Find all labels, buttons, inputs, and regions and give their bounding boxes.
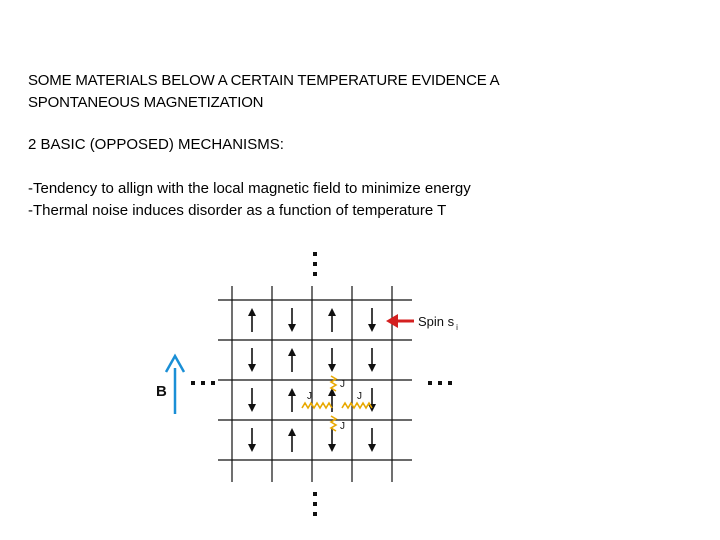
spin-label: Spin s $_i$ bbox=[418, 314, 458, 332]
coupling-label-left: J bbox=[307, 391, 312, 402]
spin-arrow-up bbox=[328, 308, 336, 332]
spin-arrow-up bbox=[328, 388, 336, 412]
spin-arrow-up bbox=[288, 348, 296, 372]
spin-arrow-down bbox=[288, 308, 296, 332]
spin-arrow-down bbox=[328, 428, 336, 452]
spin-arrow-up bbox=[248, 308, 256, 332]
magnetic-field-arrow bbox=[166, 356, 184, 414]
spin-arrow-down bbox=[368, 428, 376, 452]
lattice-grid bbox=[218, 286, 412, 482]
spring-bottom bbox=[331, 416, 336, 431]
mechanism-item: -Thermal noise induces disorder as a function of temperature T bbox=[28, 202, 447, 219]
vertical-ellipsis-top bbox=[313, 252, 317, 276]
heading-line-1: SOME MATERIALS BELOW A CERTAIN TEMPERATURE EVIDENCE A bbox=[28, 72, 500, 89]
horizontal-ellipsis-right bbox=[428, 381, 452, 385]
coupling-label-top: J bbox=[340, 379, 345, 390]
spin-arrow-down bbox=[368, 348, 376, 372]
spin-pointer-arrow bbox=[386, 314, 414, 328]
spring-left bbox=[302, 403, 332, 408]
vertical-ellipsis-bottom bbox=[313, 492, 317, 516]
horizontal-ellipsis-left bbox=[191, 381, 215, 385]
coupling-label-bottom: J bbox=[340, 421, 345, 432]
field-label: B bbox=[156, 383, 167, 400]
spin-arrow-down bbox=[368, 308, 376, 332]
spring-right bbox=[342, 403, 372, 408]
spring-top bbox=[331, 376, 336, 391]
coupling-label-right: J bbox=[357, 391, 362, 402]
mechanism-item: -Tendency to allign with the local magnetic field to minimize energy bbox=[28, 180, 471, 197]
spin-arrow-down bbox=[328, 348, 336, 372]
mechanisms-title: 2 BASIC (OPPOSED) MECHANISMS: bbox=[28, 136, 284, 153]
spin-arrow-up bbox=[288, 428, 296, 452]
spin-arrow-up bbox=[288, 388, 296, 412]
heading-line-2: SPONTANEOUS MAGNETIZATION bbox=[28, 94, 264, 111]
spin-arrow-down bbox=[248, 388, 256, 412]
spin-arrow-down bbox=[248, 428, 256, 452]
spin-arrow-down bbox=[368, 388, 376, 412]
spin-arrow-down bbox=[248, 348, 256, 372]
